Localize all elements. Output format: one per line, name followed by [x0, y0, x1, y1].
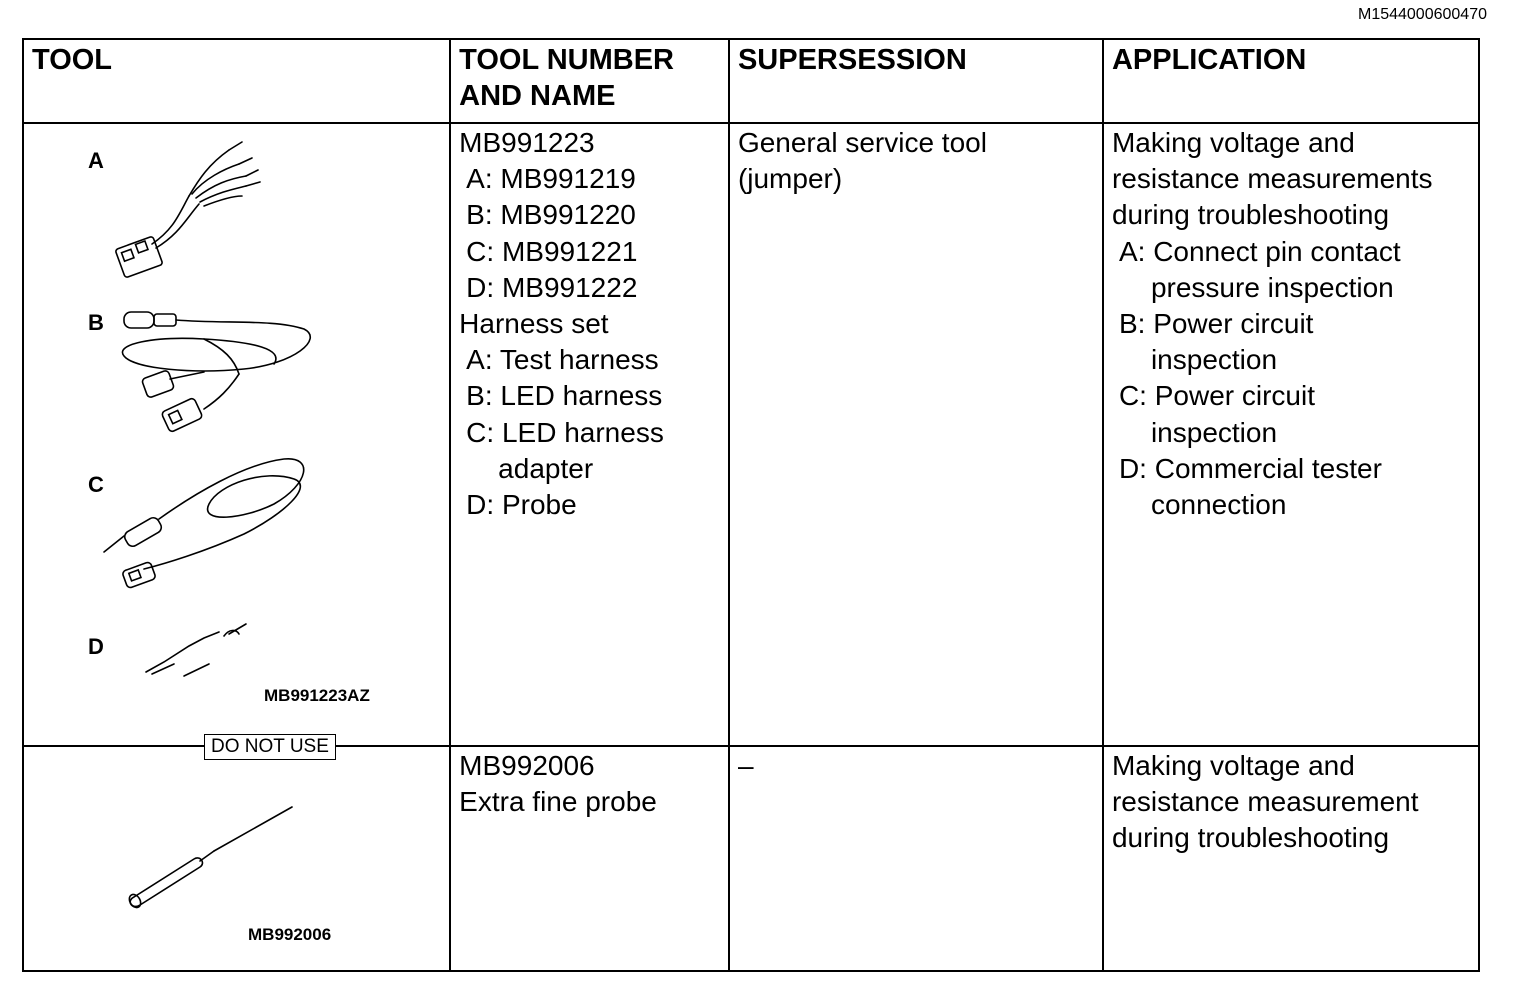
header-tool-number-line2: AND NAME	[459, 80, 616, 112]
tool-illustration-cell	[23, 123, 450, 757]
application-cell	[1103, 746, 1479, 971]
header-supersession: SUPERSESSION	[729, 39, 1103, 123]
application-line: inspection	[1150, 416, 1278, 448]
supersession-cell	[729, 746, 1103, 971]
supersession-cell	[729, 123, 1103, 746]
header-tool: TOOL	[23, 39, 450, 123]
table-row	[23, 123, 1479, 746]
application-line: during troubleshooting	[1111, 199, 1390, 231]
header-application: APPLICATION	[1103, 39, 1479, 123]
fine-probe-drawing	[127, 807, 292, 910]
application-line: B: Power circuit	[1118, 308, 1314, 340]
illustration-caption: MB992006	[248, 925, 332, 944]
supersession-line: (jumper)	[737, 163, 843, 195]
tool-name-line: Harness set	[459, 308, 609, 340]
do-not-use-label: DO NOT USE	[204, 734, 336, 760]
led-harness-drawing	[122, 312, 310, 433]
application-line: Making voltage and	[1111, 127, 1355, 158]
application-cell	[1103, 123, 1479, 746]
probe-drawing	[146, 624, 246, 676]
tool-name-line: D: Probe	[466, 489, 577, 521]
tool-name-line: adapter	[498, 452, 594, 484]
application-line: A: Connect pin contact	[1118, 235, 1401, 267]
illustration-caption: MB991223AZ	[264, 686, 370, 705]
supersession-line: General service tool	[737, 127, 987, 158]
document-id: M1544000600470	[1357, 6, 1487, 23]
tool-number-line: MB992006	[459, 750, 595, 781]
tool-number-line: C: MB991221	[466, 235, 638, 267]
tool-name-line: A: Test harness	[466, 344, 659, 376]
test-harness-drawing	[115, 142, 260, 278]
supersession-line: –	[737, 750, 754, 781]
header-row	[23, 39, 1479, 123]
application-line: D: Commercial tester	[1118, 452, 1382, 484]
application-line: resistance measurement	[1111, 786, 1419, 818]
application-line: during troubleshooting	[1111, 822, 1390, 854]
illustration-label-c: C	[88, 472, 104, 497]
application-line: inspection	[1150, 344, 1278, 376]
illustration-label-d: D	[88, 634, 104, 659]
tool-name-line: C: LED harness	[466, 416, 664, 448]
application-line: C: Power circuit	[1118, 380, 1315, 412]
illustration-label-b: B	[88, 310, 104, 335]
application-line: connection	[1150, 489, 1287, 521]
tool-number-line: A: MB991219	[466, 163, 636, 195]
application-line: pressure inspection	[1150, 271, 1394, 303]
fine-probe-illustration	[24, 747, 450, 969]
tool-name-line: B: LED harness	[466, 380, 663, 412]
tool-illustration-cell	[23, 746, 450, 971]
header-tool-number	[450, 39, 729, 123]
tool-number-cell	[450, 123, 729, 746]
header-tool-number-line1: TOOL NUMBER	[459, 44, 674, 76]
tool-number-line: B: MB991220	[466, 199, 636, 231]
harness-adapter-drawing	[104, 459, 304, 589]
tool-number-line: MB991223	[459, 127, 595, 158]
table-row	[23, 746, 1479, 971]
tool-name-line: Extra fine probe	[459, 786, 657, 818]
special-tools-table	[22, 38, 1480, 972]
tool-number-line: D: MB991222	[466, 271, 638, 303]
application-line: Making voltage and	[1111, 750, 1355, 781]
application-line: resistance measurements	[1111, 163, 1433, 195]
tool-number-cell	[450, 746, 729, 971]
illustration-label-a: A	[88, 148, 104, 173]
